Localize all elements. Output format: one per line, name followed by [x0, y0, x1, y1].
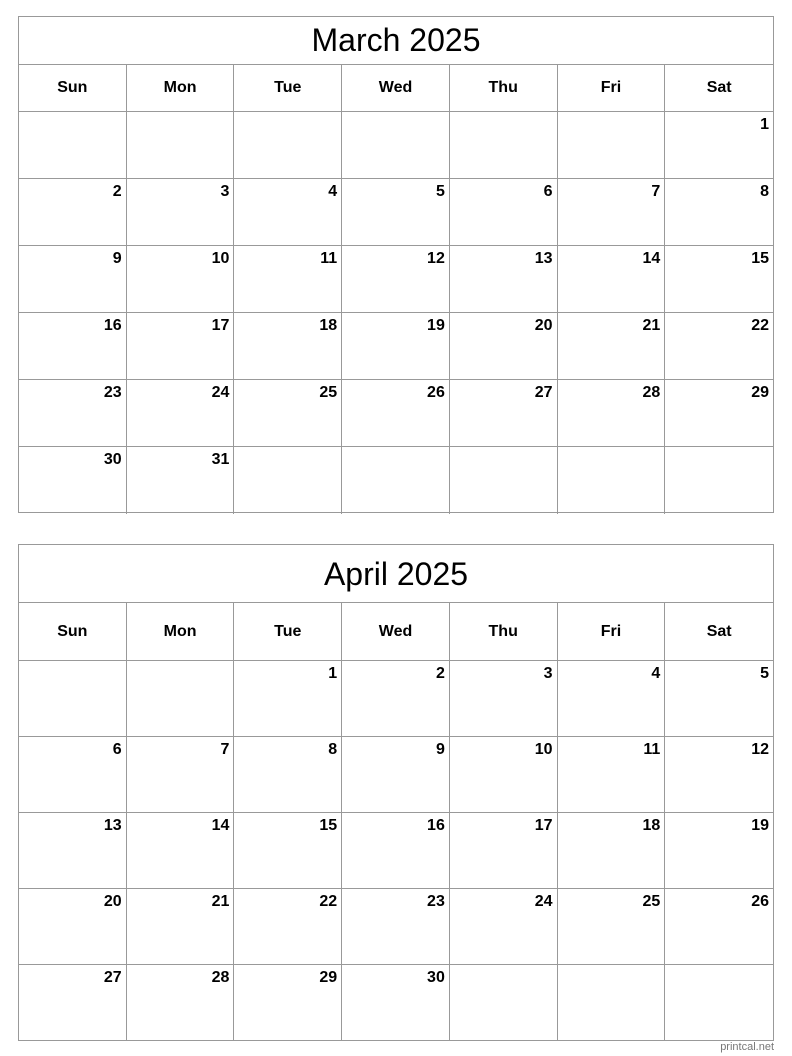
- day-cell: 6: [19, 737, 127, 813]
- day-cell: 16: [342, 813, 450, 889]
- day-cell: 17: [127, 313, 235, 380]
- day-cell: 28: [558, 380, 666, 447]
- day-cell: 29: [234, 965, 342, 1041]
- week-row: [19, 313, 773, 380]
- day-cell: 22: [234, 889, 342, 965]
- day-cell: 17: [450, 813, 558, 889]
- calendar-title: April 2025: [19, 545, 773, 603]
- day-cell: 28: [127, 965, 235, 1041]
- day-cell: 5: [342, 179, 450, 246]
- weekday-label: Thu: [450, 603, 558, 661]
- day-cell: 14: [558, 246, 666, 313]
- day-cell: 2: [19, 179, 127, 246]
- weekday-header-row: [19, 65, 773, 112]
- day-cell: [558, 965, 666, 1041]
- day-cell: 11: [558, 737, 666, 813]
- weekday-label: Mon: [127, 603, 235, 661]
- day-cell: [450, 112, 558, 179]
- weekday-label: Sun: [19, 65, 127, 112]
- day-cell: 4: [558, 661, 666, 737]
- day-cell: [127, 661, 235, 737]
- weekday-label: Sat: [665, 65, 773, 112]
- day-cell: [558, 112, 666, 179]
- weekday-label: Tue: [234, 65, 342, 112]
- weekday-label: Sat: [665, 603, 773, 661]
- week-row: [19, 813, 773, 889]
- day-cell: 21: [558, 313, 666, 380]
- day-cell: [234, 112, 342, 179]
- week-row: [19, 179, 773, 246]
- day-cell: 9: [342, 737, 450, 813]
- week-row: [19, 112, 773, 179]
- weeks-grid: [19, 112, 773, 514]
- week-row: [19, 380, 773, 447]
- day-cell: 19: [665, 813, 773, 889]
- weeks-grid: [19, 661, 773, 1041]
- day-cell: 3: [450, 661, 558, 737]
- weekday-label: Wed: [342, 65, 450, 112]
- week-row: [19, 889, 773, 965]
- weekday-label: Fri: [558, 65, 666, 112]
- day-cell: 7: [558, 179, 666, 246]
- weekday-label: Fri: [558, 603, 666, 661]
- day-cell: [342, 112, 450, 179]
- day-cell: 10: [450, 737, 558, 813]
- day-cell: 30: [19, 447, 127, 514]
- day-cell: 5: [665, 661, 773, 737]
- day-cell: 29: [665, 380, 773, 447]
- day-cell: [665, 965, 773, 1041]
- footer-credit[interactable]: printcal.net: [720, 1041, 774, 1053]
- week-row: [19, 246, 773, 313]
- day-cell: [450, 965, 558, 1041]
- day-cell: [665, 447, 773, 514]
- day-cell: 2: [342, 661, 450, 737]
- calendar-title: March 2025: [19, 17, 773, 65]
- day-cell: 20: [450, 313, 558, 380]
- day-cell: 4: [234, 179, 342, 246]
- calendar-march: [18, 16, 774, 513]
- day-cell: [127, 112, 235, 179]
- week-row: [19, 737, 773, 813]
- day-cell: 1: [665, 112, 773, 179]
- day-cell: 23: [19, 380, 127, 447]
- day-cell: 21: [127, 889, 235, 965]
- day-cell: 30: [342, 965, 450, 1041]
- weekday-label: Tue: [234, 603, 342, 661]
- day-cell: 14: [127, 813, 235, 889]
- weekday-label: Sun: [19, 603, 127, 661]
- weekday-header-row: [19, 603, 773, 661]
- weekday-label: Wed: [342, 603, 450, 661]
- day-cell: 18: [234, 313, 342, 380]
- day-cell: 23: [342, 889, 450, 965]
- day-cell: [342, 447, 450, 514]
- day-cell: 16: [19, 313, 127, 380]
- day-cell: 12: [342, 246, 450, 313]
- day-cell: 19: [342, 313, 450, 380]
- weekday-label: Mon: [127, 65, 235, 112]
- day-cell: 6: [450, 179, 558, 246]
- day-cell: 26: [665, 889, 773, 965]
- day-cell: 24: [450, 889, 558, 965]
- day-cell: 9: [19, 246, 127, 313]
- calendar-april: [18, 544, 774, 1041]
- day-cell: [19, 661, 127, 737]
- day-cell: 26: [342, 380, 450, 447]
- day-cell: 1: [234, 661, 342, 737]
- day-cell: [19, 112, 127, 179]
- day-cell: 31: [127, 447, 235, 514]
- day-cell: 20: [19, 889, 127, 965]
- day-cell: 13: [450, 246, 558, 313]
- day-cell: 27: [19, 965, 127, 1041]
- week-row: [19, 447, 773, 514]
- day-cell: 15: [665, 246, 773, 313]
- day-cell: 3: [127, 179, 235, 246]
- day-cell: 15: [234, 813, 342, 889]
- day-cell: 24: [127, 380, 235, 447]
- weekday-label: Thu: [450, 65, 558, 112]
- week-row: [19, 661, 773, 737]
- day-cell: 10: [127, 246, 235, 313]
- day-cell: 11: [234, 246, 342, 313]
- day-cell: 12: [665, 737, 773, 813]
- day-cell: 8: [234, 737, 342, 813]
- day-cell: [450, 447, 558, 514]
- day-cell: [558, 447, 666, 514]
- day-cell: 7: [127, 737, 235, 813]
- day-cell: 25: [234, 380, 342, 447]
- day-cell: 25: [558, 889, 666, 965]
- day-cell: 27: [450, 380, 558, 447]
- week-row: [19, 965, 773, 1041]
- day-cell: 13: [19, 813, 127, 889]
- day-cell: 22: [665, 313, 773, 380]
- day-cell: 18: [558, 813, 666, 889]
- day-cell: 8: [665, 179, 773, 246]
- day-cell: [234, 447, 342, 514]
